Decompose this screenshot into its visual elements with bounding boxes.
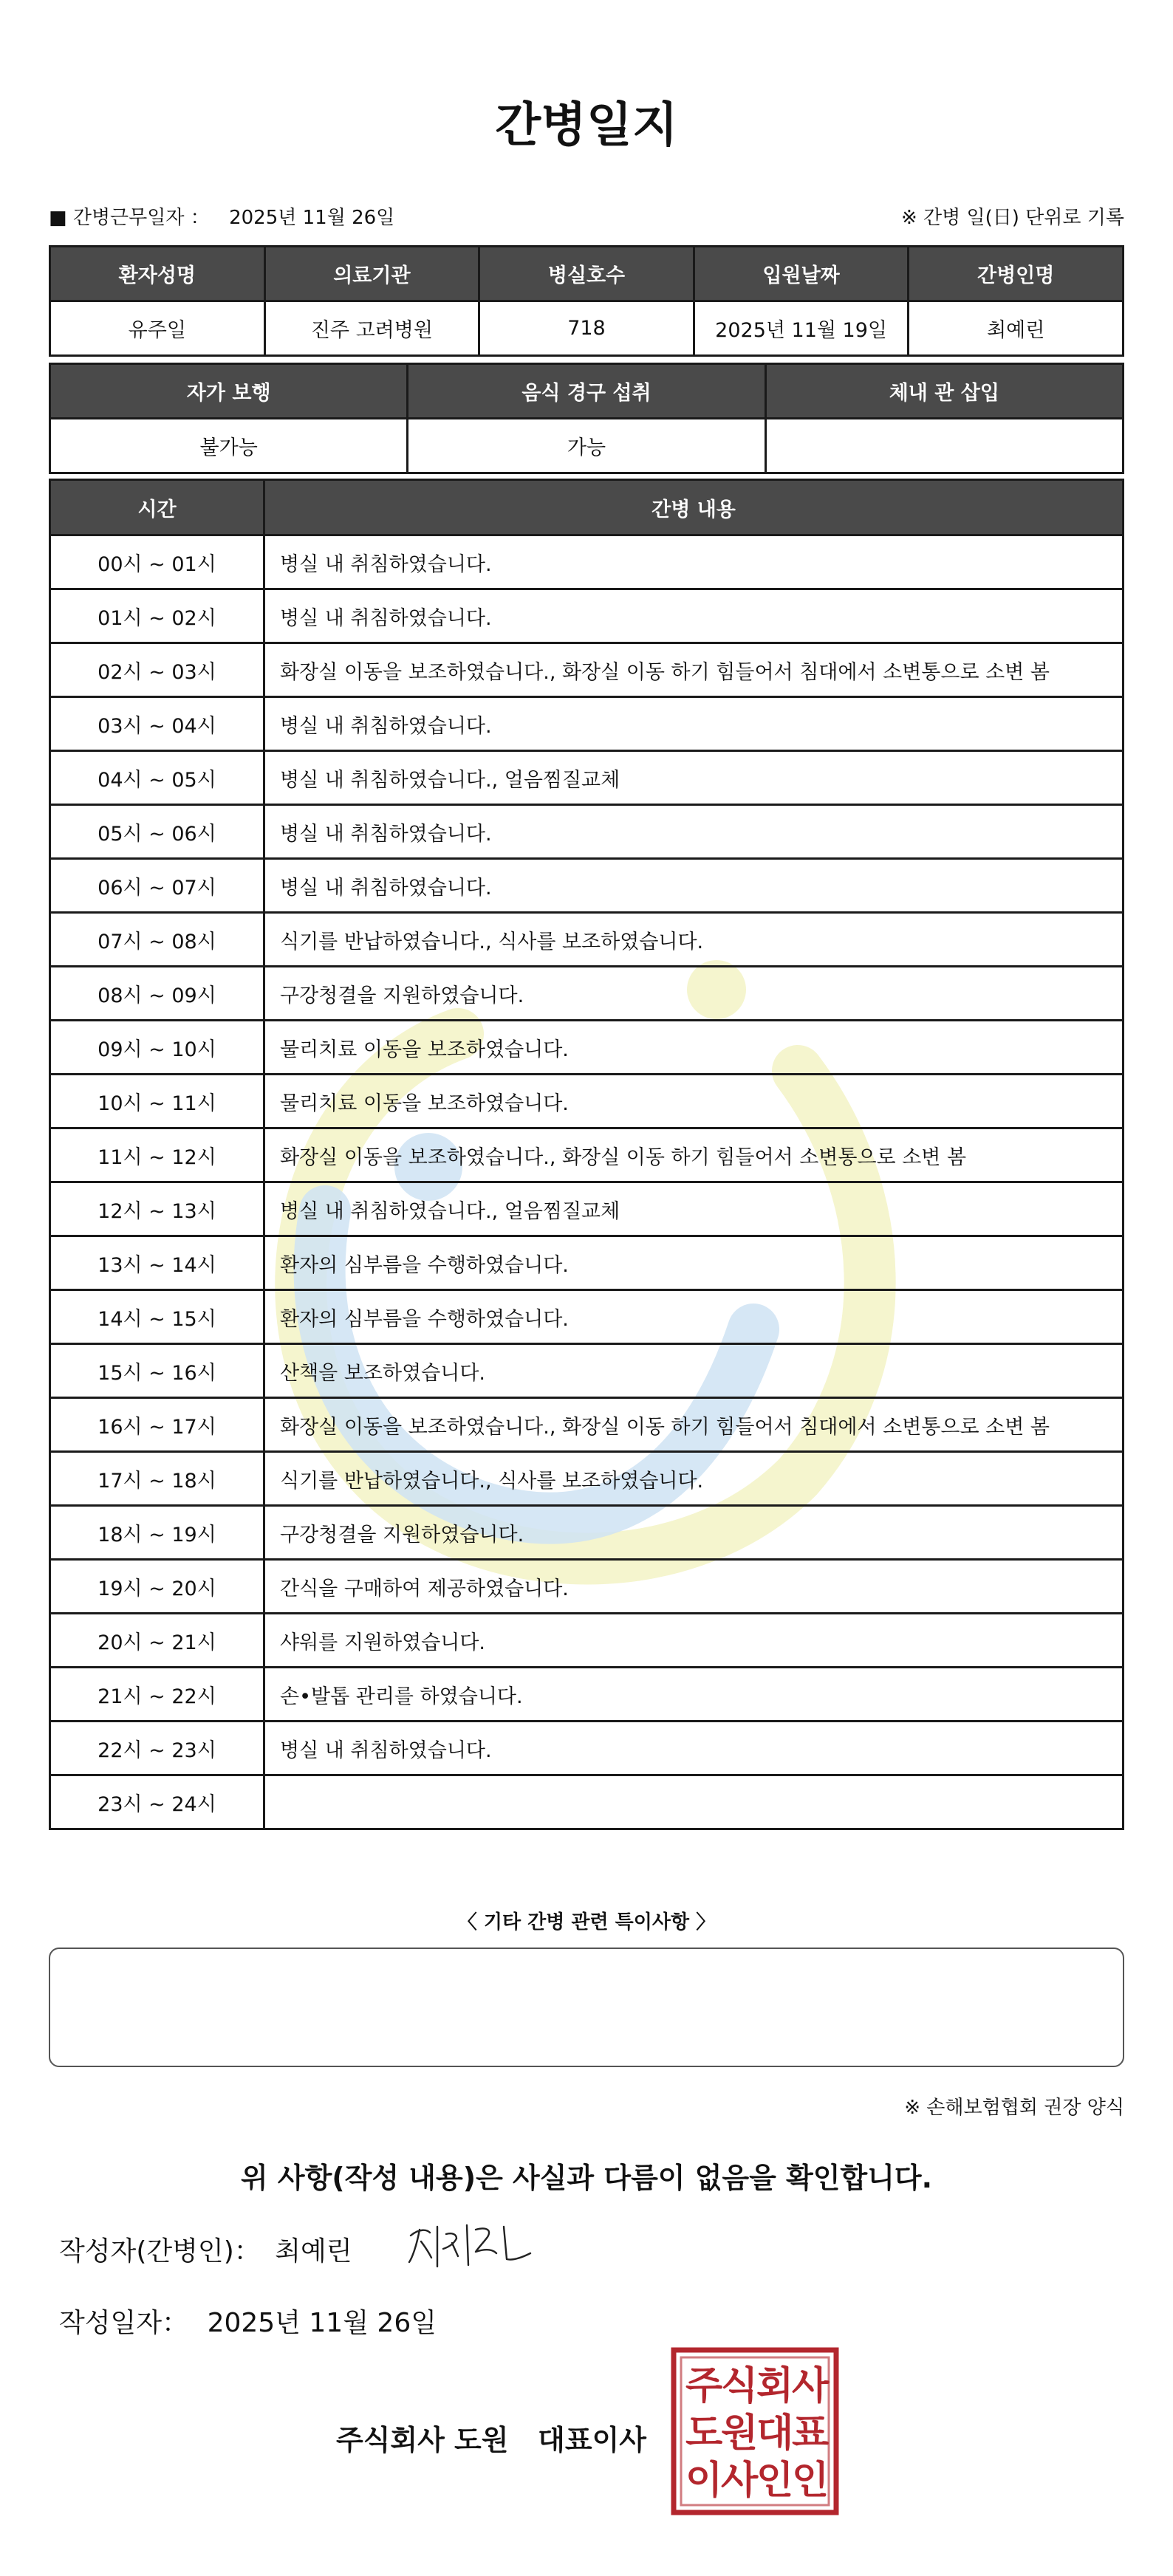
writer-name: 최예린 (275, 2236, 352, 2267)
tube-insertion-value (765, 419, 1123, 473)
written-date-line (59, 2302, 437, 2340)
seal-glyph: 사 (792, 2364, 830, 2408)
care-log-content: 화장실 이동을 보조하였습니다., 화장실 이동 하기 힘들어서 침대에서 소변통으로 소변 봄 (264, 1398, 1124, 1452)
admission-date: 2025년 11월 19일 (694, 301, 909, 356)
care-log-time: 05시 ~ 06시 (50, 805, 264, 859)
care-log-time: 04시 ~ 05시 (50, 751, 264, 805)
care-log-row (50, 1021, 1124, 1075)
caregiver-name: 최예린 (909, 301, 1124, 356)
seal-glyph: 도 (685, 2411, 723, 2456)
care-log-time: 08시 ~ 09시 (50, 967, 264, 1021)
care-log-row (50, 1398, 1124, 1452)
written-date-value: 2025년 11월 26일 (207, 2308, 437, 2338)
care-log-time: 03시 ~ 04시 (50, 697, 264, 751)
header-caregiver-name: 간병인명 (909, 247, 1124, 301)
header-time: 시간 (50, 480, 264, 535)
care-log-time: 16시 ~ 17시 (50, 1398, 264, 1452)
care-log-content: 병실 내 취침하였습니다. (264, 1722, 1124, 1775)
care-log-row (50, 859, 1124, 913)
header-patient-name: 환자성명 (50, 247, 265, 301)
care-log-row (50, 1344, 1124, 1398)
remarks-box (49, 1948, 1124, 2067)
care-log-time: 14시 ~ 15시 (50, 1290, 264, 1344)
patient-info-header-row (50, 247, 1124, 301)
hospital-name: 진주 고려병원 (264, 301, 479, 356)
seal-glyph: 대 (756, 2411, 794, 2456)
care-log-time: 12시 ~ 13시 (50, 1182, 264, 1236)
care-log-row (50, 1452, 1124, 1506)
care-log-content: 물리치료 이동을 보조하였습니다. (264, 1075, 1124, 1128)
room-number: 718 (479, 301, 694, 356)
care-log-row (50, 1722, 1124, 1775)
writer-label: 작성자(간병인)： (59, 2236, 261, 2267)
seal-glyph: 사 (721, 2459, 759, 2503)
care-log-content: 병실 내 취침하였습니다. (264, 535, 1124, 589)
care-log-row (50, 1506, 1124, 1560)
self-walking-value: 불가능 (50, 419, 408, 473)
header-room-number: 병실호수 (479, 247, 694, 301)
care-log-row (50, 1775, 1124, 1829)
header-hospital: 의료기관 (264, 247, 479, 301)
oral-intake-value: 가능 (408, 419, 765, 473)
care-log-content: 손•발톱 관리를 하였습니다. (264, 1668, 1124, 1722)
unit-note: ※ 간병 일(日) 단위로 기록 (900, 207, 1124, 229)
care-log-content: 간식을 구매하여 제공하였습니다. (264, 1560, 1124, 1614)
seal-glyph: 인 (792, 2459, 830, 2503)
work-date-line (49, 202, 394, 230)
care-log-row (50, 1614, 1124, 1668)
care-log-row (50, 913, 1124, 967)
care-log-time: 00시 ~ 01시 (50, 535, 264, 589)
work-date-value: 2025년 11월 26일 (229, 207, 395, 229)
care-log-time: 20시 ~ 21시 (50, 1614, 264, 1668)
patient-status-table (49, 363, 1124, 474)
care-log-row (50, 805, 1124, 859)
company-name: 주식회사 도원 대표이사 (336, 2424, 646, 2456)
care-log-content: 병실 내 취침하였습니다. (264, 859, 1124, 913)
seal-glyph: 표 (792, 2411, 830, 2456)
remarks-title: 〈 기타 간병 관련 특이사항 〉 (457, 1911, 716, 1933)
care-log-content: 병실 내 취침하였습니다., 얼음찜질교체 (264, 751, 1124, 805)
care-log-time: 10시 ~ 11시 (50, 1075, 264, 1128)
care-log-time: 15시 ~ 16시 (50, 1344, 264, 1398)
header-care-content: 간병 내용 (264, 480, 1124, 535)
care-log-content: 병실 내 취침하였습니다. (264, 589, 1124, 643)
care-log-time: 06시 ~ 07시 (50, 859, 264, 913)
care-log-row (50, 1236, 1124, 1290)
care-log-content: 환자의 심부름을 수행하였습니다. (264, 1236, 1124, 1290)
care-log-row (50, 1075, 1124, 1128)
care-log-row (50, 1182, 1124, 1236)
care-log-content: 구강청결을 지원하였습니다. (264, 967, 1124, 1021)
care-log-time: 21시 ~ 22시 (50, 1668, 264, 1722)
header-admission-date: 입원날짜 (694, 247, 909, 301)
document-title: 간병일지 (495, 98, 678, 153)
care-log-content: 병실 내 취침하였습니다., 얼음찜질교체 (264, 1182, 1124, 1236)
care-log-content (264, 1775, 1124, 1829)
seal-glyph: 주 (685, 2364, 723, 2408)
insurance-note: ※ 손해보험협회 권장 양식 (904, 2097, 1124, 2119)
care-log-row (50, 535, 1124, 589)
care-log-row (50, 1668, 1124, 1722)
seal-glyph: 인 (756, 2459, 794, 2503)
care-log-content: 샤워를 지원하였습니다. (264, 1614, 1124, 1668)
header-tube-insertion: 체내 관 삽입 (765, 364, 1123, 419)
care-log-row (50, 1290, 1124, 1344)
care-log-content: 물리치료 이동을 보조하였습니다. (264, 1021, 1124, 1075)
care-log-content: 산책을 보조하였습니다. (264, 1344, 1124, 1398)
patient-name: 유주일 (50, 301, 265, 356)
company-seal (671, 2347, 839, 2515)
header-oral-intake: 음식 경구 섭취 (408, 364, 765, 419)
care-log-row (50, 1128, 1124, 1182)
care-log-row (50, 1560, 1124, 1614)
care-log-time: 19시 ~ 20시 (50, 1560, 264, 1614)
care-log-content: 식기를 반납하였습니다., 식사를 보조하였습니다. (264, 1452, 1124, 1506)
care-log-time: 02시 ~ 03시 (50, 643, 264, 697)
care-log-header-row (50, 480, 1124, 535)
care-log-content: 식기를 반납하였습니다., 식사를 보조하였습니다. (264, 913, 1124, 967)
seal-glyph: 회 (756, 2364, 794, 2408)
writer-line (59, 2230, 352, 2268)
seal-glyph: 원 (721, 2411, 759, 2456)
care-log-time: 18시 ~ 19시 (50, 1506, 264, 1560)
seal-glyph: 식 (721, 2364, 759, 2408)
care-log-time: 11시 ~ 12시 (50, 1128, 264, 1182)
confirmation-statement: 위 사항(작성 내용)은 사실과 다름이 없음을 확인합니다. (240, 2162, 933, 2194)
care-log-row (50, 589, 1124, 643)
seal-glyph: 이 (685, 2459, 723, 2503)
care-log-content: 병실 내 취침하였습니다. (264, 805, 1124, 859)
patient-info-value-row (50, 301, 1124, 356)
care-log-content: 환자의 심부름을 수행하였습니다. (264, 1290, 1124, 1344)
work-date-label: ■ 간병근무일자 ： (49, 207, 210, 229)
care-log-time: 09시 ~ 10시 (50, 1021, 264, 1075)
patient-status-value-row (50, 419, 1124, 473)
patient-status-header-row (50, 364, 1124, 419)
care-log-table (49, 479, 1124, 1830)
care-log-row (50, 751, 1124, 805)
care-log-time: 07시 ~ 08시 (50, 913, 264, 967)
written-date-label: 작성일자： (59, 2308, 189, 2338)
care-log-time: 23시 ~ 24시 (50, 1775, 264, 1829)
care-log-time: 17시 ~ 18시 (50, 1452, 264, 1506)
care-log-content: 화장실 이동을 보조하였습니다., 화장실 이동 하기 힘들어서 침대에서 소변통으로 소변 봄 (264, 643, 1124, 697)
header-self-walking: 자가 보행 (50, 364, 408, 419)
care-log-time: 13시 ~ 14시 (50, 1236, 264, 1290)
care-log-time: 22시 ~ 23시 (50, 1722, 264, 1775)
care-log-content: 화장실 이동을 보조하였습니다., 화장실 이동 하기 힘들어서 소변통으로 소변 봄 (264, 1128, 1124, 1182)
care-log-row (50, 967, 1124, 1021)
care-log-row (50, 697, 1124, 751)
signature-image (405, 2219, 538, 2271)
care-log-content: 구강청결을 지원하였습니다. (264, 1506, 1124, 1560)
care-log-content: 병실 내 취침하였습니다. (264, 697, 1124, 751)
care-log-time: 01시 ~ 02시 (50, 589, 264, 643)
patient-info-table (49, 245, 1124, 357)
care-log-row (50, 643, 1124, 697)
